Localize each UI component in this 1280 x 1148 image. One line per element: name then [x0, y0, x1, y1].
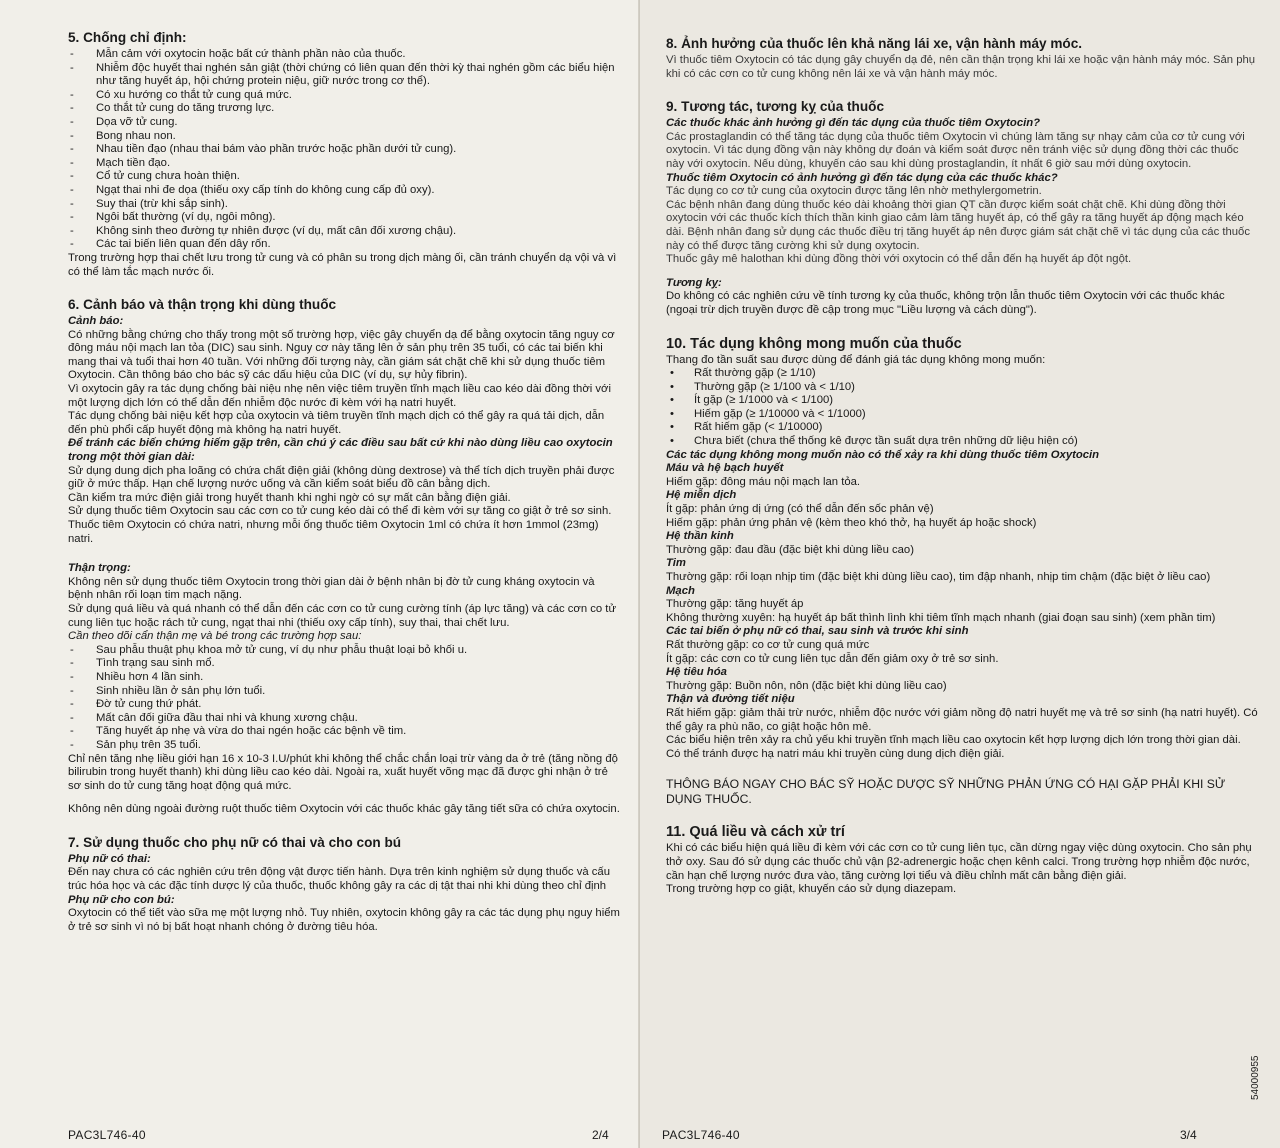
caution-paragraph: Không nên sử dụng thuốc tiêm Oxytocin trong thời gian dài ở bệnh nhân bị đờ tử cung kháng oxytocin và bệnh nhân rối loạn tim mạch nặng.: [68, 575, 595, 602]
list-item: • Rất thường gặp (≥ 1/10): [666, 367, 1258, 381]
effect-line: Thường gặp: Buồn nôn, nôn (đặc biệt khi dùng liều cao): [666, 679, 947, 692]
list-item: - Sau phẫu thuật phụ khoa mở tử cung, ví dụ như phẫu thuật loại bỏ khối u.: [68, 644, 620, 658]
warning-emphasis: Để tránh các biến chứng hiếm gặp trên, cần chú ý các điều sau bất cứ khi nào dùng liều cao oxytocin trong một thời gian dài:: [68, 437, 613, 464]
caution-paragraph: Không nên dùng ngoài đường ruột thuốc tiêm Oxytocin với các thuốc khác gây tăng tiết sữa có chứa oxytocin.: [68, 803, 620, 816]
effect-line: Không thường xuyên: hạ huyết áp bất thình lình khi tiêm tĩnh mạch nhanh (giai đoạn sau sinh) (xem phần tim): [666, 611, 1216, 624]
interaction-question: Các thuốc khác ảnh hưởng gì đến tác dụng của thuốc tiêm Oxytocin?: [666, 117, 1041, 130]
list-item: - Cổ tử cung chưa hoàn thiện.: [68, 170, 620, 184]
list-item: - Suy thai (trừ khi sắp sinh).: [68, 198, 620, 212]
interaction-paragraph: Các bệnh nhân đang dùng thuốc kéo dài khoảng thời gian QT cần được kiểm soát chặt chẽ. Khi dùng đồng thời oxytocin với các thuốc kích thích thần kinh giao cảm làm tăng huyết áp, có thể gây ra tăng huyết áp động mạch kéo dài. Bệnh nhân đang sử dụng các thuốc điều trị tăng huyết áp nên được giám sát chặt chẽ vì tác dụng của các thuốc này có thể được tăng cường khi sử dụng oxytocin.: [666, 198, 1250, 252]
list-item: - Có xu hướng co thắt tử cung quá mức.: [68, 89, 620, 103]
list-item: • Chưa biết (chưa thể thống kê được tần suất dựa trên những dữ liệu hiện có): [666, 435, 1258, 449]
effect-line: Hiếm gặp: đông máu nội mạch lan tỏa.: [666, 475, 861, 488]
list-item: - Ngôi bất thường (ví dụ, ngôi mông).: [68, 211, 620, 225]
section-7-title: 7. Sử dụng thuốc cho phụ nữ có thai và cho con bú: [68, 834, 402, 850]
report-notice: THÔNG BÁO NGAY CHO BÁC SỸ HOẶC DƯỢC SỸ NHỮNG PHẢN ỨNG CÓ HẠI GẶP PHẢI KHI SỬ DỤNG THUỐC.: [666, 777, 1226, 806]
list-item: - Nhau tiền đạo (nhau thai bám vào phần trước hoặc phần dưới tử cung).: [68, 143, 620, 157]
warning-paragraph: Sử dụng thuốc tiêm Oxytocin sau các cơn co tử cung kéo dài có thể đi kèm với sự tăng co giật ở trẻ sơ sinh.: [68, 505, 612, 518]
list-item: - Đờ tử cung thứ phát.: [68, 698, 620, 712]
list-item: • Rất hiếm gặp (< 1/10000): [666, 421, 1258, 435]
frequency-intro: Thang đo tần suất sau được dùng để đánh giá tác dụng không mong muốn:: [666, 353, 1046, 366]
effect-line: Hiếm gặp: phản ứng phản vệ (kèm theo khó thở, hạ huyết áp hoặc shock): [666, 516, 1037, 529]
effect-line: Ít gặp: các cơn co tử cung liên tục dẫn đến giảm oxy ở trẻ sơ sinh.: [666, 652, 999, 665]
list-item: - Tăng huyết áp nhẹ và vừa do thai ngén hoặc các bệnh về tim.: [68, 725, 620, 739]
section-8-paragraph: Vì thuốc tiêm Oxytocin có tác dụng gây chuyển dạ đẻ, nên cần thận trọng khi lái xe hoặc vận hành máy móc. Sản phụ khi có các cơn co tử cung không nên lái xe và vận hành máy móc.: [666, 54, 1256, 80]
section-11-title: 11. Quá liều và cách xử trí: [666, 824, 845, 841]
frequency-scale: [666, 367, 1258, 449]
group-kidney: Thận và đường tiết niệu: [666, 693, 795, 706]
interaction-question: Thuốc tiêm Oxytocin có ảnh hưởng gì đến tác dụng của các thuốc khác?: [666, 171, 1058, 184]
list-item: - Các tai biến liên quan đến dây rốn.: [68, 238, 620, 252]
list-item: - Nhiều hơn 4 lần sinh.: [68, 671, 620, 685]
section-5-note: Trong trường hợp thai chết lưu trong tử cung và có phân su trong dịch màng ối, cần tránh chuyển dạ vội và vì có thể làm tắc mạch nước ối.: [68, 251, 617, 278]
list-item: - Mạch tiền đạo.: [68, 157, 620, 171]
section-8-title: 8. Ảnh hưởng của thuốc lên khả năng lái xe, vận hành máy móc.: [666, 36, 1083, 51]
warning-paragraph: Cần kiểm tra mức điện giải trong huyết thanh khi nghi ngờ có sự mất cân bằng điện giải.: [68, 491, 511, 504]
caution-paragraph: Chỉ nên tăng nhẹ liều giới hạn 16 x 10-3 I.U/phút khi không thể chắc chắn loại trừ vàng da ở trẻ (tăng nồng độ bilirubin trong huyết thanh) khi dùng liều cao kéo dài. Ngoài ra, xuất huyết võng mạc đã được ghi nhận ở trẻ sơ sinh do tử cung tăng hoạt động quá mức.: [68, 752, 618, 792]
adverse-question: Các tác dụng không mong muốn nào có thể xảy ra khi dùng thuốc tiêm Oxytocin: [666, 448, 1100, 461]
incompatibility-label: Tương kỵ:: [666, 276, 722, 289]
warning-paragraph: Tác dụng chống bài niệu kết hợp của oxytocin và tiêm truyền tĩnh mạch dịch có thể gây ra quá tải dịch, dẫn đến phù phổi cấp huyết động mà không hạ natri huyết.: [68, 410, 605, 436]
breastfeeding-label: Phụ nữ cho con bú:: [68, 893, 175, 906]
interaction-paragraph: Các prostaglandin có thể tăng tác dụng của thuốc tiêm Oxytocin vì chúng làm tăng sự nhạy cảm của cơ tử cung với oxytocin. Vì tác dụng đồng vận này không dự đoán và kiểm soát được nên tránh việc sử dụng đồng thời các thuốc này với oxytocin. Nếu dùng, khuyến cáo sau khi dùng prostaglandin, ít nhất 6 giờ sau mới dùng oxytocin.: [666, 130, 1245, 170]
list-item: - Ngạt thai nhi đe dọa (thiếu oxy cấp tính do không cung cấp đủ oxy).: [68, 184, 620, 198]
list-item: - Nhiễm độc huyết thai nghén sản giật (thời chứng có liên quan đến thời kỳ thai nghén gồm các biểu hiện như tăng huyết áp, hội chứng protein niệu, giữ nước trong cơ thể).: [68, 62, 620, 89]
list-item: - Bong nhau non.: [68, 130, 620, 144]
effect-line: Thường gặp: rối loạn nhịp tim (đặc biệt khi dùng liều cao), tim đập nhanh, nhịp tim chậm (đặc biệt ở liều cao): [666, 571, 1211, 583]
overdose-paragraph: Khi có các biểu hiện quá liều đi kèm với các cơn co tử cung liên tục, cần dừng ngay việc dùng oxytocin. Cho sản phụ thở oxy. Sau đó sử dụng các thuốc chủ vận β2-adrenergic hoặc chẹn kênh calci. Trong trường hợp nhiễm độc nước, cần hạn chế lượng nước đưa vào, tăng cường lợi tiểu và điều chỉnh mất cân bằng điện giải.: [666, 842, 1252, 882]
interaction-paragraph: Tác dụng co cơ tử cung của oxytocin được tăng lên nhờ methylergometrin.: [666, 185, 1042, 198]
page-number: 3/4: [1180, 1128, 1197, 1142]
effect-line: Rất thường gặp: co cơ tử cung quá mức: [666, 638, 870, 651]
effect-line: Thường gặp: đau đầu (đặc biệt khi dùng liều cao): [666, 543, 914, 556]
warning-paragraph: Thuốc tiêm Oxytocin có chứa natri, nhưng mỗi ống thuốc tiêm Oxytocin 1ml có chứa ít hơn 1mmol (23mg) natri.: [68, 519, 599, 545]
group-immune: Hệ miễn dịch: [666, 489, 737, 502]
section-6-title: 6. Cảnh báo và thận trọng khi dùng thuốc: [68, 297, 337, 313]
list-item: - Sinh nhiều lần ở sản phụ lớn tuổi.: [68, 685, 620, 699]
warning-paragraph: Sử dụng dung dịch pha loãng có chứa chất điện giải (không dùng dextrose) và thể tích dịch truyền phải được giữ ở mức thấp. Hạn chế lượng nước uống và cần kiểm soát biểu đồ cân bằng dịch.: [68, 464, 615, 491]
section-5-title: 5. Chống chỉ định:: [68, 30, 187, 45]
group-heart: Tim: [666, 557, 686, 570]
group-vessel: Mạch: [666, 584, 695, 597]
effect-line: Ít gặp: phản ứng dị ứng (có thể dẫn đến sốc phản vệ): [666, 503, 934, 516]
incompatibility-paragraph: Do không có các nghiên cứu về tính tương kỵ của thuốc, không trộn lẫn thuốc tiêm Oxytocin với các thuốc khác (ngoại trừ dịch truyền được đề cập trong mục "Liều lượng và cách dùng").: [666, 290, 1225, 316]
effect-line: Rất hiếm gặp: giảm thải trừ nước, nhiễm độc nước với giảm nồng độ natri huyết mẹ và trẻ sơ sinh (hạ natri huyết). Có thể gây ra phù não, co giật hoặc hôn mê.: [666, 706, 1258, 733]
effect-line: Thường gặp: tăng huyết áp: [666, 598, 804, 611]
list-item: • Thường gặp (≥ 1/100 và < 1/10): [666, 381, 1258, 395]
monitor-intro: Cần theo dõi cẩn thận mẹ và bé trong các trường hợp sau:: [68, 630, 362, 643]
group-digestive: Hệ tiêu hóa: [666, 666, 727, 679]
group-blood: Máu và hệ bạch huyết: [666, 462, 784, 475]
warning-label: Cảnh báo:: [68, 315, 124, 328]
list-item: - Tình trạng sau sinh mổ.: [68, 657, 620, 671]
effect-line: Các biểu hiện trên xảy ra chủ yếu khi truyền tĩnh mạch liều cao oxytocin kết hợp lượng dịch lớn trong thời gian dài. Có thể tránh được hạ natri máu khi truyền cùng dung dịch điện giải.: [666, 734, 1241, 760]
side-code: 54000955: [1250, 1055, 1261, 1100]
interaction-paragraph: Thuốc gây mê halothan khi dùng đồng thời với oxytocin có thể dẫn đến hạ huyết áp đột ngột.: [666, 253, 1132, 266]
footer-code: PAC3L746-40: [68, 1128, 146, 1142]
group-nerve: Hệ thần kinh: [666, 530, 734, 543]
pregnancy-paragraph: Đến nay chưa có các nghiên cứu trên động vật được tiến hành. Dựa trên kinh nghiệm sử dụng thuốc và cấu trúc hóa học và các đặc tính dược lý của thuốc, thuốc không gây ra các dị tật thai nhi khi dùng theo chỉ định: [68, 866, 610, 893]
breastfeeding-paragraph: Oxytocin có thể tiết vào sữa mẹ một lượng nhỏ. Tuy nhiên, oxytocin không gây ra các tác dụng phụ nguy hiểm ở trẻ sơ sinh vì nó bị bất hoạt nhanh chóng ở đường tiêu hóa.: [68, 907, 620, 933]
caution-label: Thận trọng:: [68, 562, 131, 575]
caution-paragraph: Sử dụng quá liều và quá nhanh có thể dẫn đến các cơn co tử cung cường tính (áp lực tăng) và các cơn co tử cung liên tục hoặc rách tử cung, ngạt thai nhi (thiếu oxy cấp tính), suy thai, thai chết lưu.: [68, 602, 617, 629]
contraindication-list: [68, 48, 620, 252]
page-number: 2/4: [592, 1128, 609, 1142]
pregnancy-label: Phụ nữ có thai:: [68, 852, 151, 865]
list-item: • Hiếm gặp (≥ 1/10000 và < 1/1000): [666, 408, 1258, 422]
list-item: - Sản phụ trên 35 tuổi.: [68, 739, 620, 753]
overdose-paragraph: Trong trường hợp co giật, khuyến cáo sử dụng diazepam.: [666, 883, 957, 896]
warning-paragraph: Có những bằng chứng cho thấy trong một số trường hợp, việc gây chuyển dạ để bằng oxytocin tăng nguy cơ đông máu nội mạch lan tỏa (DIC) sau sinh. Nguy cơ này tăng lên ở sản phụ trên 35 tuổi, có các tai biến khi mang thai và tuổi thai hơn 40 tuần. Với những đối tượng này, cần giám sát chặt chẽ khi sử dụng thuốc tiêm Oxytocin. Cần thông báo cho bác sỹ các dấu hiệu của DIC (ví dụ, sự hủy fibrin).: [68, 328, 615, 382]
page-right: [640, 0, 1280, 1148]
list-item: - Dọa vỡ tử cung.: [68, 116, 620, 130]
list-item: - Mất cân đối giữa đầu thai nhi và khung xương chậu.: [68, 712, 620, 726]
list-item: - Co thắt tử cung do tăng trương lực.: [68, 102, 620, 116]
group-pregnancy: Các tai biến ở phụ nữ có thai, sau sinh và trước khi sinh: [666, 625, 969, 638]
section-9-title: 9. Tương tác, tương kỵ của thuốc: [666, 99, 885, 115]
left-column: [68, 30, 620, 934]
list-item: - Mẫn cảm với oxytocin hoặc bất cứ thành phần nào của thuốc.: [68, 48, 620, 62]
warning-paragraph: Vì oxytocin gây ra tác dụng chống bài niệu nhẹ nên việc tiêm truyền tĩnh mạch liều cao kéo dài đồng thời với một lượng dịch lớn có thể dẫn đến nhiễm độc nước đi kèm với hạ natri huyết.: [68, 383, 611, 409]
right-column: [666, 30, 1258, 897]
monitor-list: [68, 644, 620, 753]
section-10-title: 10. Tác dụng không mong muốn của thuốc: [666, 335, 962, 352]
list-item: - Không sinh theo đường tự nhiên được (ví dụ, mất cân đối xương chậu).: [68, 225, 620, 239]
list-item: • Ít gặp (≥ 1/1000 và < 1/100): [666, 394, 1258, 408]
footer-code: PAC3L746-40: [662, 1128, 740, 1142]
